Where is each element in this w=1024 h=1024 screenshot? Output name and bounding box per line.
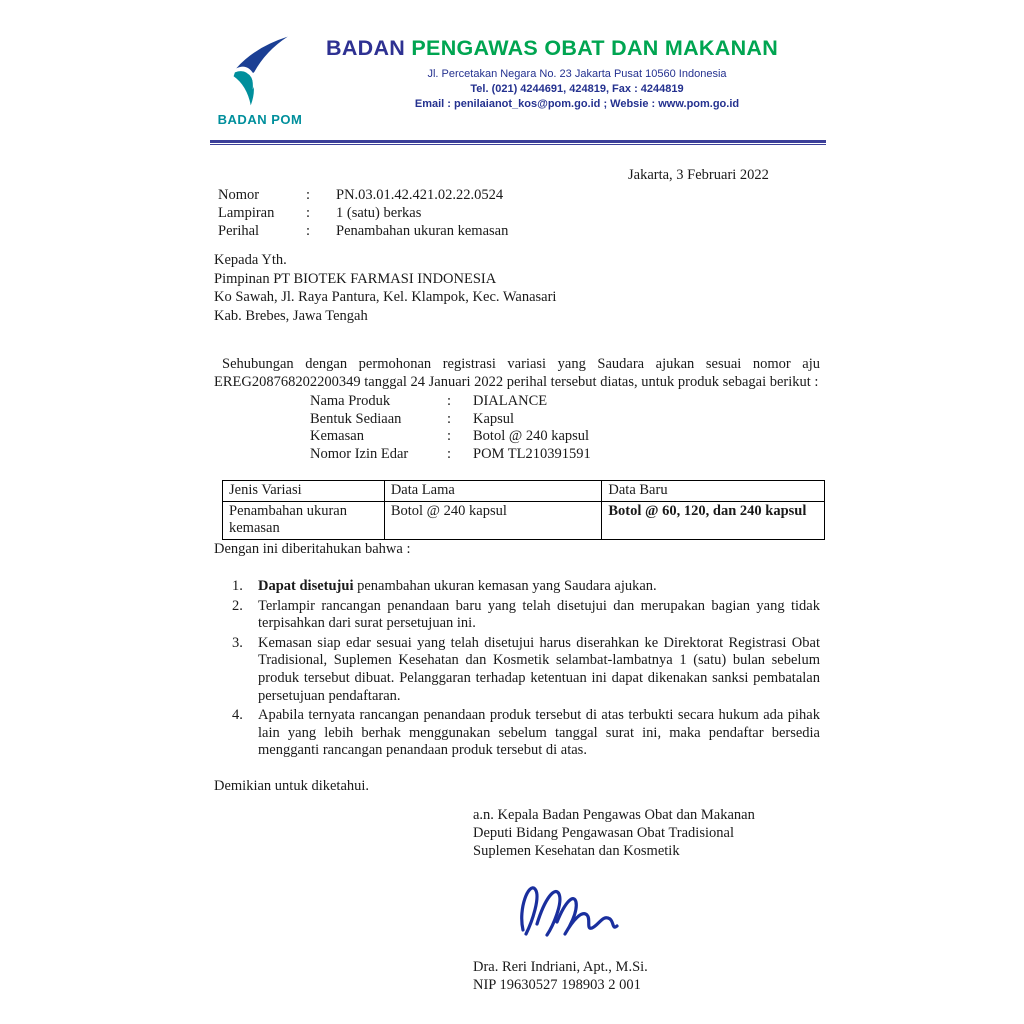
meta-sep: : [306,205,311,221]
point-text: Dapat disetujui penambahan ukuran kemasan yang Saudara ajukan. [258,578,657,594]
product-sep: : [447,445,452,462]
badan-pom-logo [210,30,310,127]
meta-value: Penambahan ukuran kemasan [336,223,509,239]
org-name [326,36,828,61]
letterhead-divider [210,140,826,145]
letter-date: Jakarta, 3 Februari 2022 [628,167,769,183]
address-line: Jl. Percetakan Negara No. 23 Jakarta Pusat 10560 Indonesia [427,68,727,80]
meta-label: Perihal [218,223,260,239]
point-number: 3. [232,634,243,651]
org-name-rest: PENGAWAS OBAT DAN MAKANAN [411,36,779,60]
signature-image [513,872,633,952]
product-sep: : [447,393,452,409]
meta-value: PN.03.01.42.421.02.22.0524 [336,187,504,203]
product-details [310,393,591,463]
product-sep: : [447,410,452,427]
meta-label: Lampiran [218,205,275,221]
table-header: Data Lama [384,481,602,502]
recipient-line: Pimpinan PT BIOTEK FARMASI INDONESIA [214,270,497,287]
phone-line: Tel. (021) 4244691, 424819, Fax : 4244819 [470,83,684,95]
meta-sep: : [306,223,311,239]
logo-caption: BADAN POM [217,112,303,127]
meta-label: Nomor [218,187,260,203]
point-number: 1. [232,578,243,594]
variation-table [222,480,825,540]
product-label: Nomor Izin Edar [310,445,409,462]
letter-meta [218,186,508,240]
org-block [326,30,828,127]
product-value: Kapsul [473,410,515,427]
meta-sep: : [306,187,311,203]
point-text: Kemasan siap edar sesuai yang telah disetujui harus diserahkan ke Direktorat Registrasi Obat Tradisional, Suplemen Kesehatan dan Kosmetik selambat-lambatnya 1 (satu) bulan sebelum produk tersebut dibuat. Pelanggaran terhadap ketentuan ini dapat dikenakan sanksi pembatalan persetujuan pendaftaran. [258,634,820,704]
point-text: Terlampir rancangan penandaan baru yang telah disetujui dan merupakan bagian yang tidak terpisahkan dari surat persetujuan ini. [258,597,820,632]
bpom-swoosh-icon [227,34,293,108]
signature-dept-line: Deputi Bidang Pengawasan Obat Tradisional [473,825,734,841]
point-number: 2. [232,597,243,614]
opening-paragraph: Sehubungan dengan permohonan registrasi variasi yang Saudara ajukan sesuai nomor aju EREG208768202200349 tanggal 24 Januari 2022 perihal tersebut diatas, untuk produk sebagai berikut : [214,355,820,390]
signature-dept-line: Suplemen Kesehatan dan Kosmetik [473,843,680,859]
table-row [223,502,825,540]
product-label: Bentuk Sediaan [310,410,402,427]
signature-block [473,806,755,994]
table-header: Jenis Variasi [223,481,385,502]
table-cell-baru: Botol @ 60, 120, dan 240 kapsul [602,502,825,540]
recipient-line: Kab. Brebes, Jawa Tengah [214,307,368,324]
signatory-name: Dra. Reri Indriani, Apt., M.Si. [473,959,648,975]
product-label: Nama Produk [310,393,391,409]
org-name-badan: BADAN [326,36,406,60]
product-label: Kemasan [310,428,364,445]
product-value: DIALANCE [473,393,548,409]
point-number: 4. [232,707,243,724]
meta-value: 1 (satu) berkas [336,205,422,221]
table-cell-lama: Botol @ 240 kapsul [384,502,602,540]
signatory-nip: NIP 19630527 198903 2 001 [473,977,641,993]
list-item [214,635,820,705]
recipient-block [214,251,556,325]
product-sep: : [447,428,452,445]
recipient-line: Kepada Yth. [214,252,287,268]
closing-line: Demikian untuk diketahui. [214,778,370,794]
list-item [214,598,820,633]
points-list [214,578,820,762]
point-text: Apabila ternyata rancangan penandaan produk tersebut di atas terbukti secara hukum ada pihak lain yang lebih berhak menggunakan sebelum tanggal surat ini, maka pendaftar bersedia mengganti rancangan penandaan produk tersebut di atas. [258,707,820,759]
notice-intro: Dengan ini diberitahukan bahwa : [214,541,411,557]
signature-on-behalf: a.n. Kepala Badan Pengawas Obat dan Makanan [473,807,755,823]
list-item [214,707,820,760]
table-cell-jenis: Penambahan ukuran kemasan [223,502,385,540]
table-header: Data Baru [602,481,825,502]
recipient-line: Ko Sawah, Jl. Raya Pantura, Kel. Klampok, Kec. Wanasari [214,289,557,305]
table-header-row [223,481,825,502]
product-value: POM TL210391591 [473,445,591,462]
product-value: Botol @ 240 kapsul [473,428,590,445]
letterhead [210,30,828,127]
list-item [214,578,820,596]
email-line: Email : penilaianot_kos@pom.go.id ; Websie : www.pom.go.id [414,98,740,110]
